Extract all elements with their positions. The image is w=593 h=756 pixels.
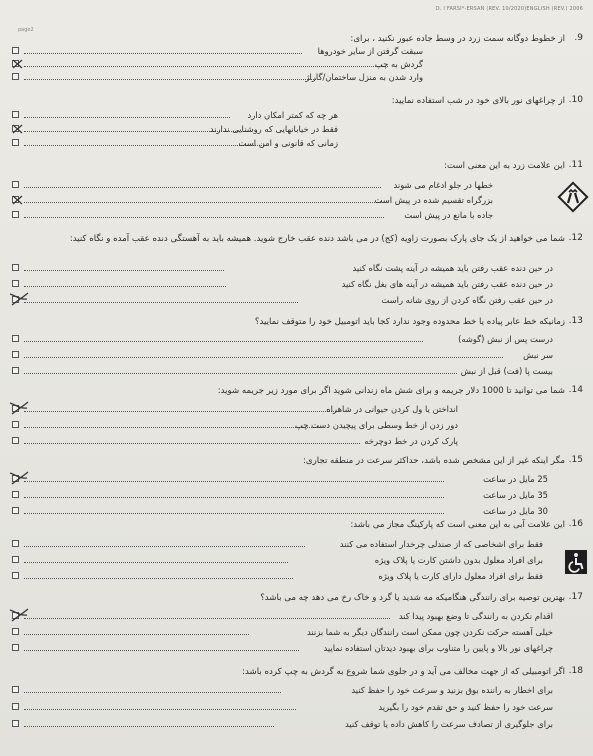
answer-text: دور زدن از خط وسطی برای پیچیدن دست چپ [295, 420, 458, 430]
answer-text: وارد شدن به منزل ساختمان/گاراژ [305, 72, 423, 82]
question-number: .9 [574, 33, 583, 43]
answer-leader-line [24, 618, 390, 619]
answer-option[interactable] [0, 262, 593, 276]
answer-checkbox[interactable] [12, 181, 19, 188]
answer-leader-line [24, 411, 336, 412]
answer-checkbox[interactable] [12, 572, 19, 579]
answer-leader-line [24, 302, 298, 303]
question-number: .11 [568, 160, 583, 170]
answer-text: در حین دنده عقب رفتن باید همیشه در آینه های بغل نگاه کنید [341, 279, 553, 289]
answer-option[interactable] [0, 137, 593, 151]
answer-text: هر چه که کمتر امکان دارد [247, 110, 338, 120]
question-text: بهترین توصیه برای رانندگی هنگامیکه مه شدید یا گرد و خاک رخ می دهد چه می باشد؟ [260, 593, 565, 603]
answer-text: بزرگراه تقسیم شده در پیش است [374, 195, 493, 205]
answer-leader-line [24, 443, 360, 444]
question-text: این علامت آبی به این معنی است که پارکینگ مجاز می باشد: [350, 520, 565, 530]
answer-checkbox[interactable] [12, 47, 19, 54]
answer-leader-line [24, 66, 388, 67]
answer-text: سبقت گرفتن از سایر خودروها [317, 46, 423, 56]
answer-text: برای افراد معلول بدون داشتن کارت یا پلاک ویژه [374, 555, 543, 565]
question-text: شما می توانید تا 1000 دلار جریمه و برای شش ماه زندانی شوید اگر برای مورد زیر جریمه شوید: [217, 386, 565, 396]
answer-leader-line [24, 145, 264, 146]
answer-leader-line [24, 187, 381, 188]
answer-option[interactable] [0, 58, 593, 72]
answer-option[interactable] [0, 109, 593, 123]
answer-checkbox[interactable] [12, 111, 19, 118]
answer-checkbox[interactable] [12, 644, 19, 651]
answer-leader-line [24, 117, 230, 118]
answer-text: فقط برای اشخاصی که از صندلی چرخدار استفاده می کنند [339, 539, 543, 549]
answer-checkbox[interactable] [12, 720, 19, 727]
answer-leader-line [24, 634, 249, 635]
question-text: از چراغهای نور بالای خود در شب استفاده نمایید: [391, 96, 565, 106]
answer-checkbox[interactable] [12, 367, 19, 374]
answer-checkbox[interactable] [12, 686, 19, 693]
answer-checkbox[interactable] [12, 196, 19, 203]
answer-checkbox[interactable] [12, 264, 19, 271]
answer-leader-line [24, 427, 320, 428]
answer-option[interactable] [0, 684, 593, 698]
answer-option[interactable] [0, 642, 593, 656]
answer-text: درست پس از نبش (گوشه) [458, 334, 553, 344]
answer-option[interactable] [0, 71, 593, 85]
answer-option[interactable] [0, 610, 593, 624]
answer-option[interactable] [0, 538, 593, 552]
answer-leader-line [24, 286, 226, 287]
answer-text: 35 مایل در ساعت [483, 490, 548, 500]
question-number: .16 [568, 519, 583, 529]
answer-leader-line [24, 709, 296, 710]
answer-leader-line [24, 202, 381, 203]
form-code: D. I FARSI*-ERSAN (REV. 10/2020)ENGLISH (REV.) 2006 [435, 6, 583, 12]
answer-text: خیلی آهسته حرکت نکردن چون ممکن است رانندگان دیگر به شما بزنند [306, 627, 553, 637]
answer-text: پارک کردن در خط دوچرخه [364, 436, 458, 446]
answer-option[interactable] [0, 349, 593, 363]
answer-text: خطها در جلو ادغام می شوند [393, 180, 493, 190]
answer-leader-line [24, 79, 316, 80]
question-text: اگر اتومبیلی که از جهت مخالف می آید و در جلوی شما شروع به گردش به چپ کرده باشد: [242, 667, 565, 677]
answer-option[interactable] [0, 718, 593, 732]
answer-checkbox[interactable] [12, 60, 19, 67]
answer-checkbox[interactable] [12, 475, 19, 482]
answer-text: جاده با مانع در پیش است [404, 210, 493, 220]
answer-leader-line [24, 357, 503, 358]
answer-text: زمانی که قانونی و امن است [238, 138, 338, 148]
answer-option[interactable] [0, 209, 593, 223]
question-text: از خطوط دوگانه سمت زرد در وسط جاده عبور نکنید ، برای: [350, 34, 565, 44]
question-number: .17 [568, 592, 583, 602]
answer-checkbox[interactable] [12, 437, 19, 444]
answer-text: فقط در خیابانهایی که روشنایی ندارند [209, 124, 338, 134]
answer-option[interactable] [0, 365, 593, 379]
question-number: .15 [568, 455, 583, 465]
answer-checkbox[interactable] [12, 351, 19, 358]
answer-leader-line [24, 578, 293, 579]
answer-checkbox[interactable] [12, 211, 19, 218]
answer-checkbox[interactable] [12, 405, 19, 412]
answer-text: چراغهای نور بالا و پایین را متناوب برای بهبود دیدتان استفاده نمایید [323, 643, 553, 653]
answer-text: سرعت خود را حفظ کنید و حق تقدم خود را بگیرید [378, 702, 553, 712]
question-number: .13 [568, 316, 583, 326]
question-text: زمانیکه خط عابر پیاده یا خط محدوده وجود ندارد کجا باید اتومبیل خود را متوقف نمایید؟ [254, 317, 565, 327]
answer-option[interactable] [0, 473, 593, 487]
answer-option[interactable] [0, 45, 593, 59]
answer-checkbox[interactable] [12, 507, 19, 514]
answer-text: 30 مایل در ساعت [483, 506, 548, 516]
answer-option[interactable] [0, 435, 593, 449]
answer-text: در حین دنده عقب رفتن باید همیشه در آینه پشت نگاه کنید [352, 263, 553, 273]
question-text: شما می خواهید از یک جای پارک بصورت زاویه (کج) در می باشد دنده عقب خارج شوید. همیشه باید به آهستگی دنده عقب آمده و نگاه کنید: [69, 234, 565, 244]
answer-leader-line [24, 53, 302, 54]
answer-text: اقدام نکردن به رانندگی تا وضع بهبود پیدا کند [398, 611, 553, 621]
answer-leader-line [24, 562, 288, 563]
answer-leader-line [24, 373, 457, 374]
answer-leader-line [24, 546, 305, 547]
page-corner-label: page2 [18, 27, 34, 33]
answer-checkbox[interactable] [12, 421, 19, 428]
answer-checkbox[interactable] [12, 139, 19, 146]
answer-leader-line [24, 726, 274, 727]
answer-text: فقط برای افراد معلول دارای کارت یا پلاک ویژه [378, 571, 543, 581]
answer-checkbox[interactable] [12, 296, 19, 303]
answer-text: انداختن یا ول کردن حیوانی در شاهراه [326, 404, 458, 414]
question-text: این علامت زرد به این معنی است: [444, 161, 565, 171]
answer-option[interactable] [0, 554, 593, 568]
answer-checkbox[interactable] [12, 125, 19, 132]
answer-option[interactable] [0, 505, 593, 519]
answer-checkbox[interactable] [12, 703, 19, 710]
answer-checkbox[interactable] [12, 280, 19, 287]
answer-text: سر نبش [523, 350, 553, 360]
answer-text: برای جلوگیری از تصادف سرعت را کاهش داده یا توقف کنید [344, 719, 553, 729]
answer-checkbox[interactable] [12, 628, 19, 635]
question-number: .10 [568, 95, 583, 105]
answer-checkbox[interactable] [12, 73, 19, 80]
answer-option[interactable] [0, 626, 593, 640]
answer-checkbox[interactable] [12, 556, 19, 563]
answer-leader-line [24, 481, 444, 482]
answer-text: برای اخطار به راننده بوق بزنید و سرعت خود را حفظ کنید [351, 685, 553, 695]
answer-checkbox[interactable] [12, 335, 19, 342]
answer-leader-line [24, 270, 224, 271]
answer-text: بیست پا (فت) قبل از نبش [460, 366, 553, 376]
answer-text: گردش به چپ [374, 59, 423, 69]
answer-leader-line [24, 650, 299, 651]
answer-option[interactable] [0, 489, 593, 503]
answer-leader-line [24, 217, 384, 218]
wheelchair-sign-icon [565, 550, 587, 574]
answer-text: 25 مایل در ساعت [483, 474, 548, 484]
answer-option[interactable] [0, 403, 593, 417]
answer-option[interactable] [0, 701, 593, 715]
answer-option[interactable] [0, 179, 593, 193]
answer-text: در حین عقب رفتن نگاه کردن از روی شانه راست [381, 295, 553, 305]
merge-sign-icon [557, 181, 589, 213]
question-number: .12 [568, 233, 583, 243]
question-number: .18 [568, 666, 583, 676]
answer-leader-line [24, 497, 444, 498]
question-text: مگر اینکه غیر از این مشخص شده باشد، حداکثر سرعت در منطقه تجاری: [303, 456, 565, 466]
answer-leader-line [24, 513, 444, 514]
answer-leader-line [24, 341, 423, 342]
answer-checkbox[interactable] [12, 612, 19, 619]
question-number: .14 [568, 385, 583, 395]
answer-option[interactable] [0, 294, 593, 308]
answer-option[interactable] [0, 570, 593, 584]
answer-option[interactable] [0, 194, 593, 208]
answer-checkbox[interactable] [12, 491, 19, 498]
answer-leader-line [24, 692, 281, 693]
answer-checkbox[interactable] [12, 540, 19, 547]
answer-option[interactable] [0, 278, 593, 292]
answer-option[interactable] [0, 419, 593, 433]
answer-option[interactable] [0, 123, 593, 137]
answer-option[interactable] [0, 333, 593, 347]
